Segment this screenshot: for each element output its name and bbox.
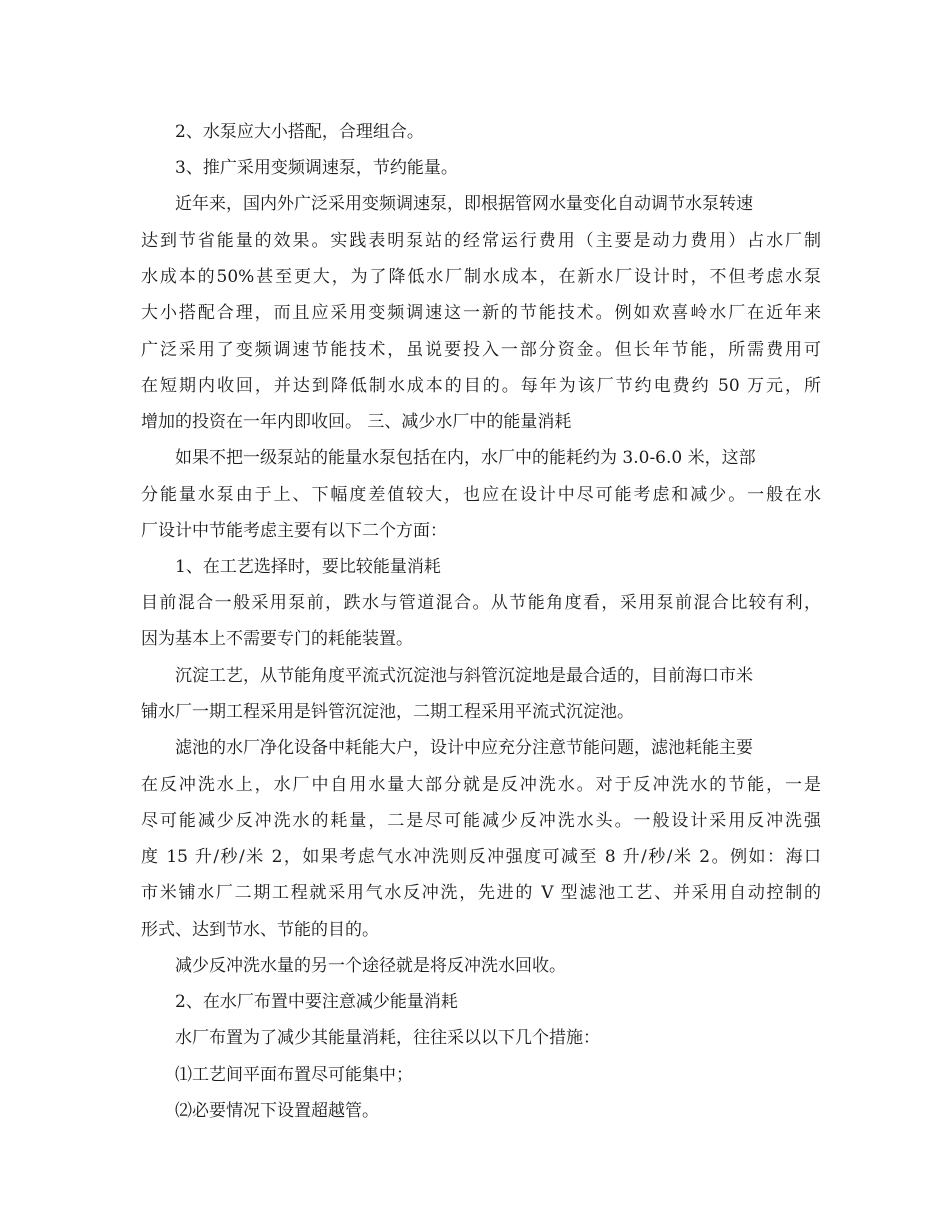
text-line: ⑵必要情况下设置超越管。 (175, 1101, 379, 1121)
text-line: 大小搭配合理，而且应采用变频调速这一新的节能技术。例如欢喜岭水厂在近年来 (141, 303, 821, 323)
text-line: 近年来，国内外广泛采用变频调速泵，即根据管网水量变化自动调节水泵转速 (175, 194, 753, 214)
text-line: 1、在工艺选择时，要比较能量消耗 (175, 557, 441, 577)
text-line: 达到节省能量的效果。实践表明泵站的经常运行费用（主要是动力费用）占水厂制 (141, 231, 821, 251)
text-line: 形式、达到节水、节能的目的。 (141, 920, 379, 940)
text-line: 水成本的50%甚至更大，为了降低水厂制水成本，在新水厂设计时，不但考虑水泵 (141, 267, 821, 287)
text-line: 减少反冲洗水量的另一个途径就是将反冲洗水回收。 (175, 956, 566, 976)
text-line: 2、在水厂布置中要注意减少能量消耗 (175, 992, 458, 1012)
text-line: 因为基本上不需要专门的耗能装置。 (141, 629, 413, 649)
text-line: 2、水泵应大小搭配，合理组合。 (175, 122, 424, 142)
text-line: ⑴工艺间平面布置尽可能集中； (175, 1065, 413, 1085)
text-line: 在短期内收回，并达到降低制水成本的目的。每年为该厂节约电费约 50 万元，所 (141, 376, 821, 396)
text-line: 如果不把一级泵站的能量水泵包括在内，水厂中的能耗约为 3.0-6.0 米，这部 (175, 448, 756, 468)
text-line: 铺水厂一期工程采用是钭管沉淀池，二期工程采用平流式沉淀池。 (141, 702, 634, 722)
text-line: 分能量水泵由于上、下幅度差值较大，也应在设计中尽可能考虑和减少。一般在水 (141, 485, 821, 505)
text-line: 沉淀工艺，从节能角度平流式沉淀池与斜管沉淀地是最合适的，目前海口市米 (175, 666, 753, 686)
text-line: 厂设计中节能考虑主要有以下二个方面： (141, 521, 447, 541)
text-line: 增加的投资在一年内即收回。 三、减少水厂中的能量消耗 (141, 412, 572, 432)
text-line: 在反冲洗水上，水厂中自用水量大部分就是反冲洗水。对于反冲洗水的节能，一是 (141, 775, 821, 795)
text-line: 滤池的水厂净化设备中耗能大户，设计中应充分注意节能问题，滤池耗能主要 (175, 738, 753, 758)
text-line: 尽可能减少反冲洗水的耗量，二是尽可能减少反冲洗水头。一般设计采用反冲洗强 (141, 811, 821, 831)
text-line: 度 15 升/秒/米 2，如果考虑气水冲洗则反冲强度可减至 8 升/秒/米 2。例如：海口 (141, 847, 821, 867)
text-line: 广泛采用了变频调速节能技术，虽说要投入一部分资金。但长年节能，所需费用可 (141, 340, 821, 360)
text-line: 水厂布置为了减少其能量消耗，往往采以以下几个措施： (175, 1028, 600, 1048)
text-line: 市米铺水厂二期工程就采用气水反冲洗，先进的 V 型滤池工艺、并采用自动控制的 (141, 883, 821, 903)
text-line: 3、推广采用变频调速泵，节约能量。 (175, 158, 458, 178)
text-line: 目前混合一般采用泵前，跌水与管道混合。从节能角度看，采用泵前混合比较有利， (141, 593, 821, 613)
